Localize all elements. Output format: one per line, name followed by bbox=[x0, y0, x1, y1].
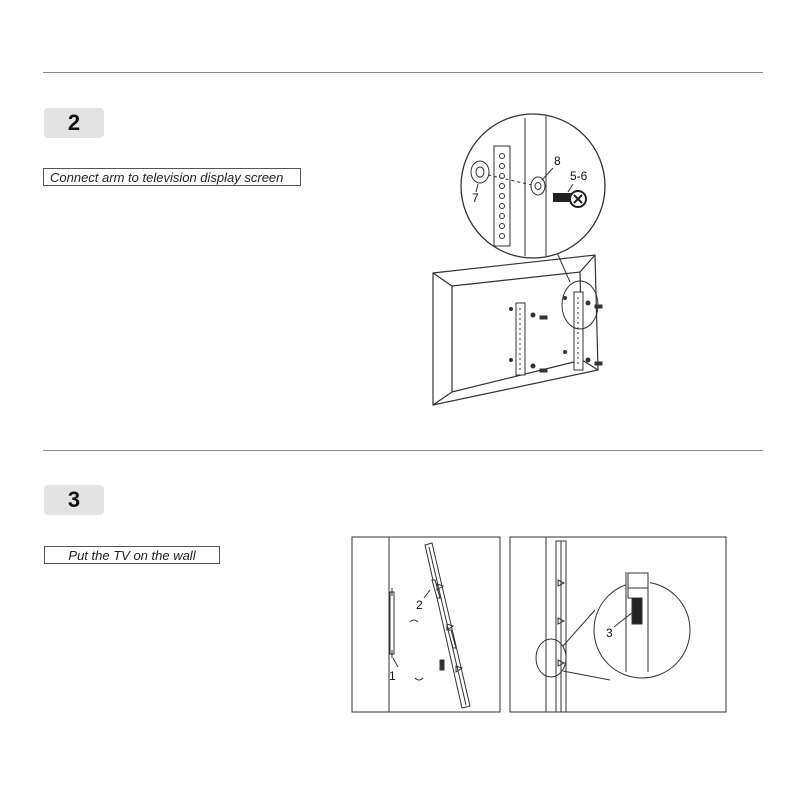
step-3-badge: 3 bbox=[44, 485, 104, 515]
hang-panel bbox=[352, 537, 500, 712]
callout-7: 7 bbox=[472, 191, 479, 205]
callout-3: 3 bbox=[606, 626, 613, 640]
callout-8: 8 bbox=[554, 154, 561, 168]
callout-5-6: 5-6 bbox=[570, 169, 588, 183]
step-3-caption: Put the TV on the wall bbox=[44, 546, 220, 564]
callout-2: 2 bbox=[416, 598, 423, 612]
step-2-badge: 2 bbox=[44, 108, 104, 138]
mounted-panel bbox=[510, 537, 726, 712]
step-2-caption: Connect arm to television display screen bbox=[43, 168, 301, 186]
callout-1: 1 bbox=[389, 669, 396, 683]
